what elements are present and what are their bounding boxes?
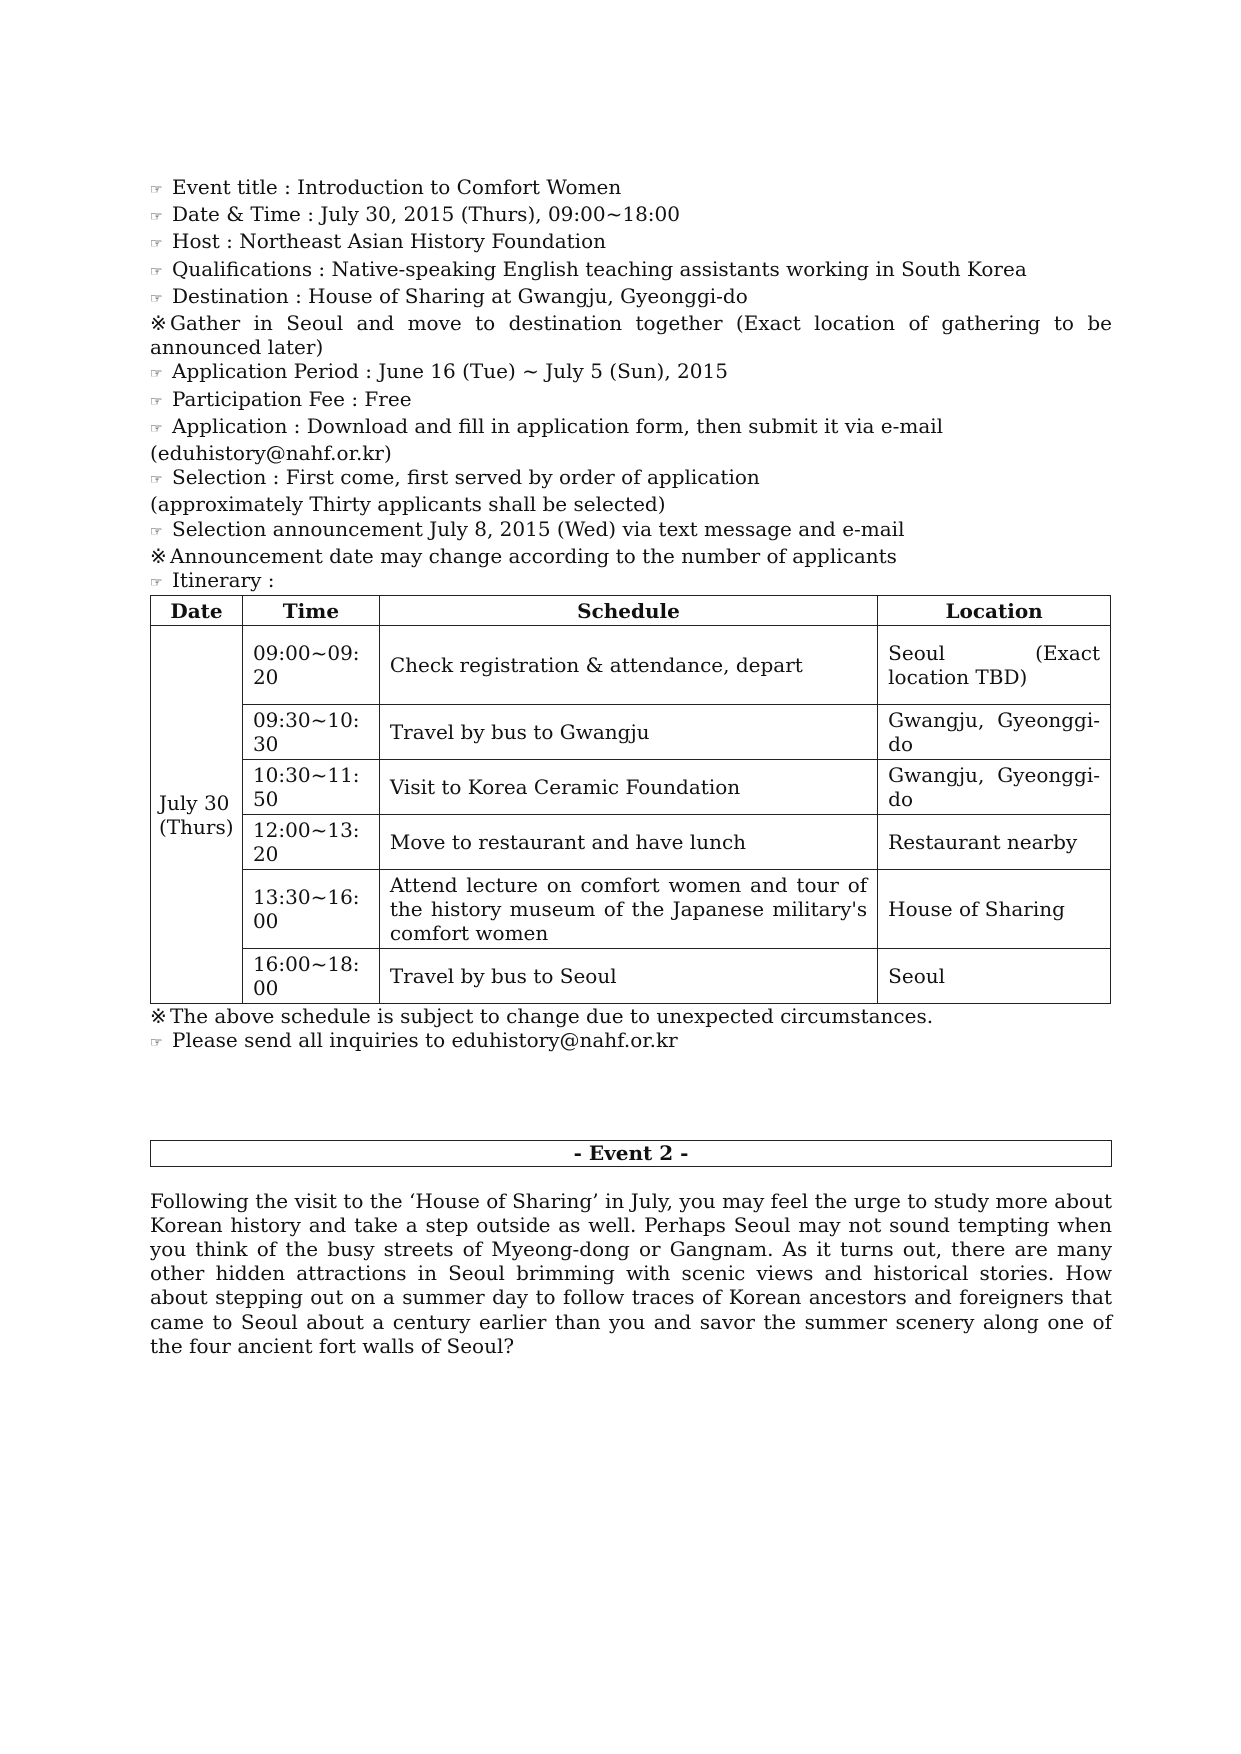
reference-mark-icon: ※	[150, 543, 167, 568]
document-page	[150, 175, 1112, 1358]
header-location: Location	[878, 596, 1111, 626]
table-row	[151, 870, 1111, 949]
header-schedule: Schedule	[379, 596, 877, 626]
info-item-itinerary: ☞ Itinerary :	[150, 568, 1112, 595]
itinerary-table	[150, 595, 1111, 1004]
reference-mark-icon: ※	[150, 311, 167, 336]
header-date: Date	[151, 596, 243, 626]
schedule-cell: Travel by bus to Gwangju	[379, 705, 877, 760]
pointing-hand-icon: ☞	[150, 393, 163, 410]
header-time: Time	[242, 596, 379, 626]
email-link[interactable]: (eduhistory@nahf.or.kr)	[150, 441, 392, 466]
location-cell: House of Sharing	[878, 870, 1111, 949]
table-row	[151, 760, 1111, 815]
time-cell: 13:30~16:00	[242, 870, 379, 949]
table-row	[151, 815, 1111, 870]
location-cell: Restaurant nearby	[878, 815, 1111, 870]
schedule-cell: Attend lecture on comfort women and tour of the history museum of the Japanese military's comfort women	[379, 870, 877, 949]
pointing-hand-icon: ☞	[150, 366, 163, 383]
table-row	[151, 949, 1111, 1004]
info-item-application-period: ☞ Application Period : June 16 (Tue) ~ July 5 (Sun), 2015	[150, 359, 1112, 386]
table-header-row	[151, 596, 1111, 626]
info-item-title: ☞ Event title : Introduction to Comfort Women	[150, 175, 1112, 202]
pointing-hand-icon: ☞	[150, 236, 163, 253]
event-2-heading: - Event 2 -	[150, 1140, 1112, 1167]
inquiries-note: ☞ Please send all inquiries to eduhistory@nahf.or.kr	[150, 1028, 1112, 1055]
pointing-hand-icon: ☞	[150, 290, 163, 307]
info-item-selection: ☞ Selection : First come, first served by order of application	[150, 465, 1112, 492]
table-row	[151, 626, 1111, 705]
time-cell: 09:00~09:20	[242, 626, 379, 705]
info-item-fee: ☞ Participation Fee : Free	[150, 387, 1112, 414]
schedule-cell: Check registration & attendance, depart	[379, 626, 877, 705]
pointing-hand-icon: ☞	[150, 523, 163, 540]
info-item-host: ☞ Host : Northeast Asian History Foundation	[150, 229, 1112, 256]
reference-mark-icon: ※	[150, 1004, 167, 1029]
info-item-application-email	[150, 441, 1112, 465]
location-cell: Gwangju, Gyeonggi-do	[878, 705, 1111, 760]
info-item-qualifications: ☞ Qualifications : Native-speaking English teaching assistants working in South Korea	[150, 257, 1112, 284]
time-cell: 16:00~18:00	[242, 949, 379, 1004]
pointing-hand-icon: ☞	[150, 182, 163, 198]
table-row	[151, 705, 1111, 760]
pointing-hand-icon: ☞	[150, 1035, 163, 1052]
pointing-hand-icon: ☞	[150, 575, 163, 592]
time-cell: 10:30~11:50	[242, 760, 379, 815]
info-item-date: ☞ Date & Time : July 30, 2015 (Thurs), 09:00~18:00	[150, 202, 1112, 229]
pointing-hand-icon: ☞	[150, 472, 163, 489]
time-cell: 09:30~10:30	[242, 705, 379, 760]
info-item-selection-note: (approximately Thirty applicants shall be selected)	[150, 492, 666, 517]
date-cell: July 30 (Thurs)	[151, 626, 243, 1004]
location-cell: Gwangju, Gyeonggi-do	[878, 760, 1111, 815]
info-note-announcement: ※ Announcement date may change according to the number of applicants	[150, 543, 897, 568]
event-2-paragraph: Following the visit to the ‘House of Sharing’ in July, you may feel the urge to study more about Korean history and take a step outside as well. Perhaps Seoul may not sound tempting when you think of the busy streets of Myeong-dong or Gangnam. As it turns out, there are many other hidden attractions in Seoul brimming with scenic views and historical stories. How about stepping out on a summer day to follow traces of Korean ancestors and foreigners that came to Seoul about a century earlier than you and savor the summer scenery along one of the four ancient fort walls of Seoul?	[150, 1188, 1112, 1358]
info-item-application: ☞ Application : Download and fill in application form, then submit it via e-mail	[150, 414, 1112, 441]
event-info-list	[150, 175, 1112, 595]
schedule-cell: Visit to Korea Ceramic Foundation	[379, 760, 877, 815]
pointing-hand-icon: ☞	[150, 209, 163, 226]
schedule-cell: Travel by bus to Seoul	[379, 949, 877, 1004]
location-cell: Seoul	[878, 949, 1111, 1004]
info-item-announcement: ☞ Selection announcement July 8, 2015 (Wed) via text message and e-mail	[150, 517, 1112, 544]
pointing-hand-icon: ☞	[150, 263, 163, 280]
info-note-gathering: ※ Gather in Seoul and move to destination together (Exact location of gathering to be announced later)	[150, 311, 1112, 360]
location-cell: Seoul (Exact location TBD)	[878, 626, 1111, 705]
schedule-change-note: ※ The above schedule is subject to change due to unexpected circumstances.	[150, 1004, 934, 1029]
time-cell: 12:00~13:20	[242, 815, 379, 870]
schedule-cell: Move to restaurant and have lunch	[379, 815, 877, 870]
pointing-hand-icon: ☞	[150, 420, 163, 437]
info-item-destination: ☞ Destination : House of Sharing at Gwangju, Gyeonggi-do	[150, 284, 1112, 311]
